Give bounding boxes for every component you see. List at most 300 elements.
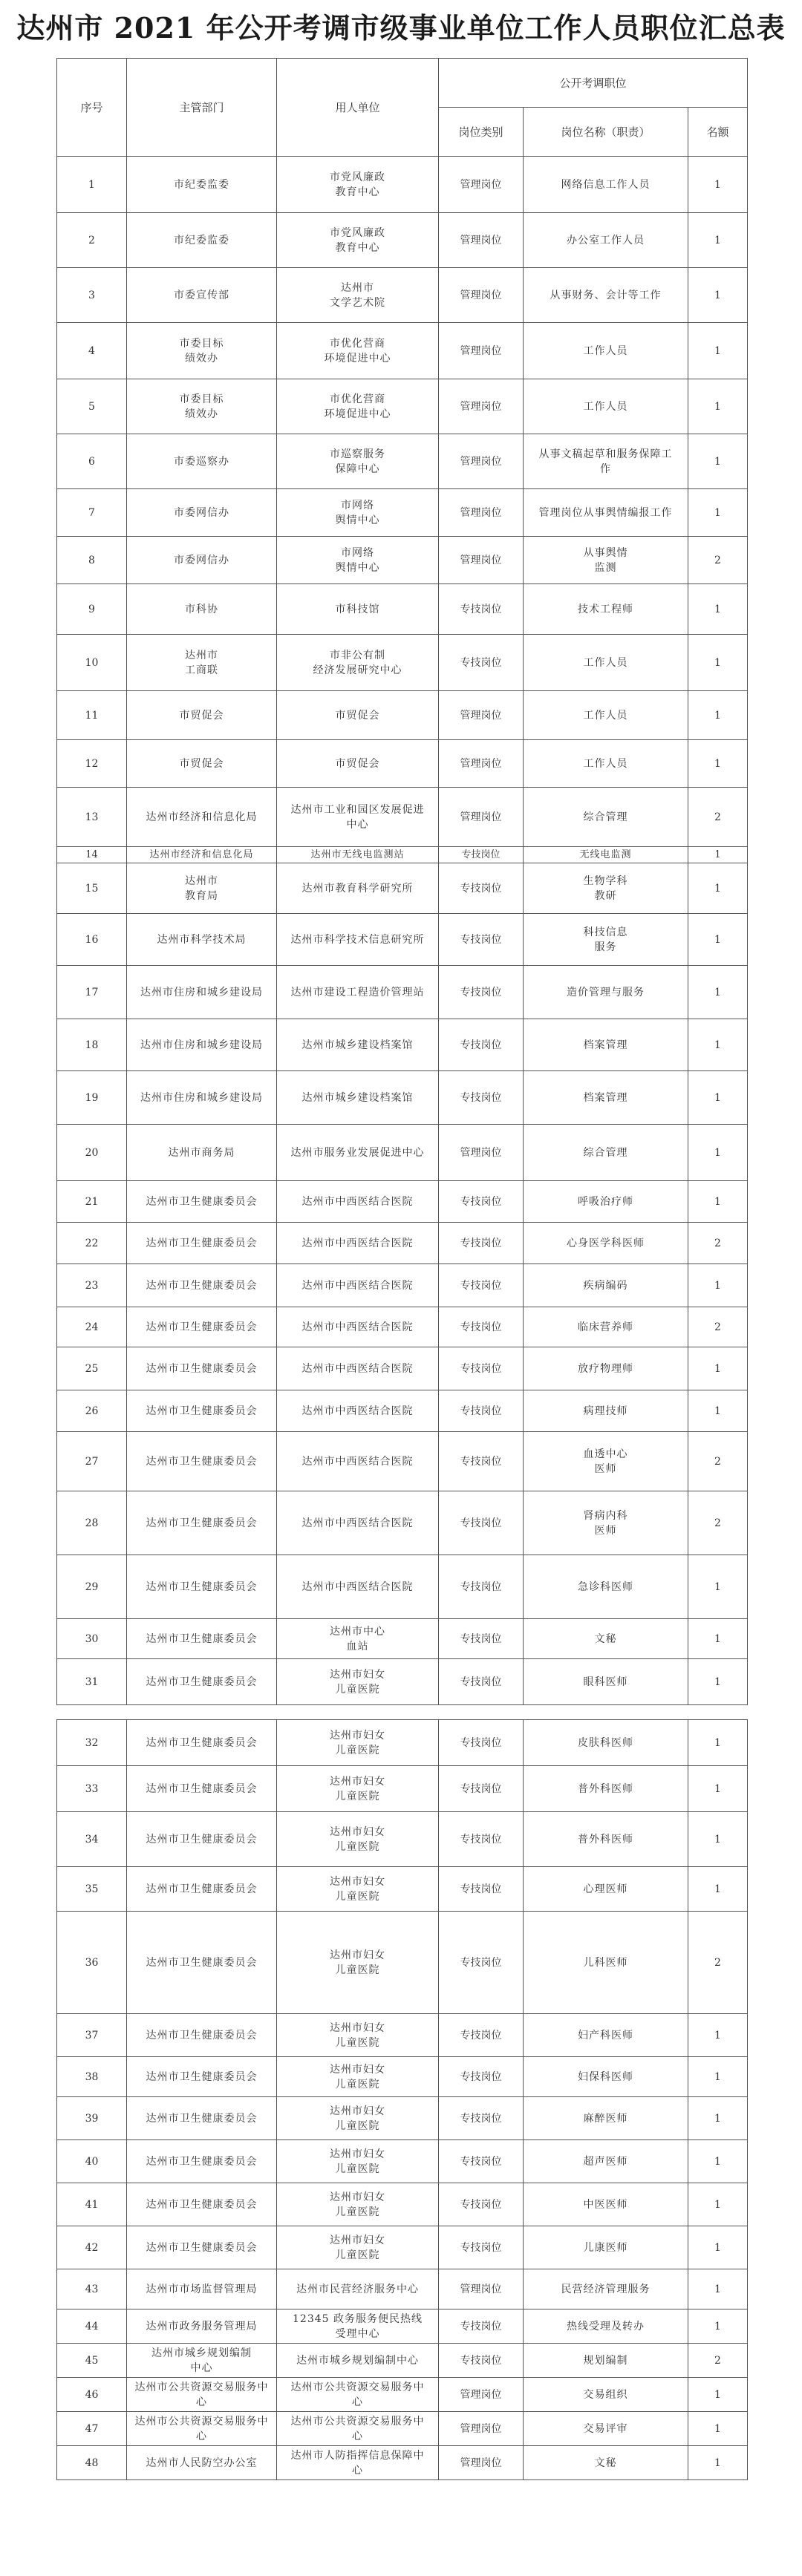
table-row <box>57 1390 748 1432</box>
cell-name: 儿康医师 <box>524 2226 688 2269</box>
cell-num: 1 <box>688 691 748 740</box>
cell-dept: 市委宣传部 <box>127 268 277 323</box>
cell-num: 2 <box>688 1432 748 1491</box>
cell-dept: 达州市卫生健康委员会 <box>127 1432 277 1491</box>
cell-no: 38 <box>57 2057 127 2097</box>
table-row <box>57 2097 748 2140</box>
cell-cat: 管理岗位 <box>439 379 524 434</box>
cell-num: 1 <box>688 323 748 379</box>
cell-dept: 达州市经济和信息化局 <box>127 788 277 847</box>
cell-num: 1 <box>688 2183 748 2226</box>
cell-dept: 达州市卫生健康委员会 <box>127 1912 277 2014</box>
cell-dept: 达州市卫生健康委员会 <box>127 2226 277 2269</box>
cell-name: 普外科医师 <box>524 1812 688 1867</box>
cell-unit: 达州市工业和园区发展促进中心 <box>277 788 439 847</box>
cell-unit: 市党风廉政 教育中心 <box>277 213 439 268</box>
cell-unit: 达州市中西医结合医院 <box>277 1432 439 1491</box>
cell-unit: 达州市人防指挥信息保障中心 <box>277 2446 439 2480</box>
table-row <box>57 157 748 213</box>
cell-num: 1 <box>688 1181 748 1223</box>
cell-cat: 专技岗位 <box>439 584 524 635</box>
cell-dept: 市贸促会 <box>127 740 277 788</box>
cell-name: 综合管理 <box>524 788 688 847</box>
cell-cat: 管理岗位 <box>439 740 524 788</box>
table-row <box>57 863 748 914</box>
cell-name: 交易组织 <box>524 2378 688 2412</box>
cell-name: 生物学科 教研 <box>524 863 688 914</box>
cell-cat: 管理岗位 <box>439 268 524 323</box>
cell-cat: 专技岗位 <box>439 966 524 1019</box>
cell-dept: 市委巡察办 <box>127 434 277 489</box>
cell-num: 1 <box>688 2226 748 2269</box>
cell-num: 1 <box>688 1766 748 1812</box>
table-row <box>57 537 748 584</box>
cell-name: 工作人员 <box>524 323 688 379</box>
cell-name: 科技信息 服务 <box>524 914 688 966</box>
cell-name: 无线电监测 <box>524 847 688 863</box>
cell-unit: 达州市妇女 儿童医院 <box>277 1659 439 1705</box>
cell-unit: 达州市妇女 儿童医院 <box>277 2226 439 2269</box>
cell-dept: 达州市住房和城乡建设局 <box>127 966 277 1019</box>
cell-cat: 专技岗位 <box>439 2097 524 2140</box>
cell-name: 文秘 <box>524 1619 688 1659</box>
cell-cat: 专技岗位 <box>439 1390 524 1432</box>
cell-name: 血透中心 医师 <box>524 1432 688 1491</box>
cell-name: 儿科医师 <box>524 1912 688 2014</box>
cell-no: 44 <box>57 2309 127 2344</box>
cell-num: 1 <box>688 863 748 914</box>
cell-num: 1 <box>688 2269 748 2309</box>
cell-unit: 达州市妇女 儿童医院 <box>277 2140 439 2183</box>
cell-no: 28 <box>57 1491 127 1555</box>
cell-name: 心身医学科医师 <box>524 1223 688 1264</box>
cell-cat: 管理岗位 <box>439 323 524 379</box>
cell-num: 1 <box>688 2097 748 2140</box>
cell-no: 43 <box>57 2269 127 2309</box>
table-row <box>57 2140 748 2183</box>
table-row <box>57 1432 748 1491</box>
cell-name: 办公室工作人员 <box>524 213 688 268</box>
cell-num: 1 <box>688 635 748 691</box>
cell-dept: 达州市市场监督管理局 <box>127 2269 277 2309</box>
cell-no: 15 <box>57 863 127 914</box>
table-row <box>57 2269 748 2309</box>
cell-name: 热线受理及转办 <box>524 2309 688 2344</box>
table-row <box>57 2226 748 2269</box>
cell-cat: 专技岗位 <box>439 1812 524 1867</box>
cell-name: 皮肤科医师 <box>524 1720 688 1766</box>
cell-name: 妇保科医师 <box>524 2057 688 2097</box>
header-unit: 用人单位 <box>277 59 439 157</box>
cell-unit: 达州市中心 血站 <box>277 1619 439 1659</box>
page-title: 达州市 2021 年公开考调市级事业单位工作人员职位汇总表 <box>16 11 786 45</box>
cell-cat: 专技岗位 <box>439 1432 524 1491</box>
cell-name: 从事舆情 监测 <box>524 537 688 584</box>
cell-dept: 达州市公共资源交易服务中心 <box>127 2378 277 2412</box>
cell-no: 26 <box>57 1390 127 1432</box>
cell-dept: 达州市住房和城乡建设局 <box>127 1071 277 1125</box>
cell-no: 34 <box>57 1812 127 1867</box>
cell-cat: 专技岗位 <box>439 1347 524 1390</box>
table-row <box>57 2412 748 2446</box>
cell-cat: 专技岗位 <box>439 863 524 914</box>
cell-dept: 达州市卫生健康委员会 <box>127 1307 277 1347</box>
cell-unit: 市科技馆 <box>277 584 439 635</box>
cell-cat: 管理岗位 <box>439 537 524 584</box>
table-row <box>57 1181 748 1223</box>
table-row <box>57 1307 748 1347</box>
cell-no: 16 <box>57 914 127 966</box>
table-row <box>57 966 748 1019</box>
cell-dept: 市委目标 绩效办 <box>127 379 277 434</box>
table-row <box>57 788 748 847</box>
table-row <box>57 489 748 537</box>
cell-unit: 达州市服务业发展促进中心 <box>277 1125 439 1181</box>
cell-unit: 市贸促会 <box>277 691 439 740</box>
cell-name: 档案管理 <box>524 1071 688 1125</box>
header-group: 公开考调职位 <box>439 59 748 108</box>
table-row <box>57 2446 748 2480</box>
table-row <box>57 691 748 740</box>
cell-dept: 达州市人民防空办公室 <box>127 2446 277 2480</box>
header-cat: 岗位类别 <box>439 108 524 157</box>
cell-no: 41 <box>57 2183 127 2226</box>
cell-unit: 达州市妇女 儿童医院 <box>277 1812 439 1867</box>
cell-cat: 专技岗位 <box>439 1766 524 1812</box>
cell-cat: 专技岗位 <box>439 1491 524 1555</box>
cell-unit: 达州市公共资源交易服务中心 <box>277 2412 439 2446</box>
cell-num: 1 <box>688 379 748 434</box>
cell-dept: 达州市卫生健康委员会 <box>127 1264 277 1307</box>
cell-no: 11 <box>57 691 127 740</box>
cell-cat: 专技岗位 <box>439 2140 524 2183</box>
cell-unit: 达州市妇女 儿童医院 <box>277 2014 439 2057</box>
cell-unit: 达州市妇女 儿童医院 <box>277 2057 439 2097</box>
cell-num: 1 <box>688 213 748 268</box>
cell-unit: 达州市城乡规划编制中心 <box>277 2344 439 2378</box>
cell-dept: 达州市城乡规划编制 中心 <box>127 2344 277 2378</box>
cell-no: 47 <box>57 2412 127 2446</box>
cell-name: 普外科医师 <box>524 1766 688 1812</box>
cell-name: 急诊科医师 <box>524 1555 688 1619</box>
cell-dept: 达州市卫生健康委员会 <box>127 2014 277 2057</box>
table-row <box>57 1619 748 1659</box>
cell-no: 8 <box>57 537 127 584</box>
cell-unit: 达州市妇女 儿童医院 <box>277 2097 439 2140</box>
cell-dept: 市委目标 绩效办 <box>127 323 277 379</box>
cell-unit: 达州市妇女 儿童医院 <box>277 1912 439 2014</box>
cell-no: 35 <box>57 1867 127 1912</box>
cell-num: 1 <box>688 1347 748 1390</box>
table-row <box>57 1555 748 1619</box>
cell-no: 4 <box>57 323 127 379</box>
cell-cat: 管理岗位 <box>439 157 524 213</box>
header-num: 名额 <box>688 108 748 157</box>
cell-name: 综合管理 <box>524 1125 688 1181</box>
cell-name: 心理医师 <box>524 1867 688 1912</box>
cell-cat: 专技岗位 <box>439 1264 524 1307</box>
cell-unit: 达州市中西医结合医院 <box>277 1264 439 1307</box>
table-row <box>57 1347 748 1390</box>
table-row <box>57 1867 748 1912</box>
cell-unit: 市非公有制 经济发展研究中心 <box>277 635 439 691</box>
cell-name: 管理岗位从事舆情编报工作 <box>524 489 688 537</box>
cell-dept: 达州市卫生健康委员会 <box>127 1619 277 1659</box>
table-row <box>57 1491 748 1555</box>
table-row <box>57 2378 748 2412</box>
cell-no: 18 <box>57 1019 127 1071</box>
cell-dept: 达州市卫生健康委员会 <box>127 1491 277 1555</box>
cell-num: 1 <box>688 847 748 863</box>
cell-cat: 管理岗位 <box>439 213 524 268</box>
header-name: 岗位名称（职责） <box>524 108 688 157</box>
cell-dept: 达州市卫生健康委员会 <box>127 1555 277 1619</box>
cell-cat: 专技岗位 <box>439 847 524 863</box>
cell-name: 疾病编码 <box>524 1264 688 1307</box>
cell-cat: 专技岗位 <box>439 1720 524 1766</box>
cell-no: 22 <box>57 1223 127 1264</box>
cell-num: 1 <box>688 914 748 966</box>
cell-num: 1 <box>688 1071 748 1125</box>
cell-unit: 达州市中西医结合医院 <box>277 1223 439 1264</box>
cell-no: 5 <box>57 379 127 434</box>
cell-dept: 达州市卫生健康委员会 <box>127 2140 277 2183</box>
cell-unit: 市优化营商 环境促进中心 <box>277 379 439 434</box>
cell-no: 12 <box>57 740 127 788</box>
cell-unit: 市网络 舆情中心 <box>277 537 439 584</box>
cell-cat: 专技岗位 <box>439 1912 524 2014</box>
cell-no: 45 <box>57 2344 127 2378</box>
table-row <box>57 847 748 863</box>
cell-num: 2 <box>688 2344 748 2378</box>
table-row <box>57 1019 748 1071</box>
cell-no: 37 <box>57 2014 127 2057</box>
cell-dept: 达州市卫生健康委员会 <box>127 1223 277 1264</box>
table-row <box>57 914 748 966</box>
cell-dept: 达州市经济和信息化局 <box>127 847 277 863</box>
cell-no: 40 <box>57 2140 127 2183</box>
cell-dept: 市委网信办 <box>127 537 277 584</box>
cell-no: 14 <box>57 847 127 863</box>
cell-cat: 管理岗位 <box>439 489 524 537</box>
cell-dept: 达州市卫生健康委员会 <box>127 2057 277 2097</box>
table-row <box>57 1071 748 1125</box>
cell-num: 1 <box>688 489 748 537</box>
cell-cat: 管理岗位 <box>439 2378 524 2412</box>
cell-dept: 达州市 教育局 <box>127 863 277 914</box>
cell-no: 25 <box>57 1347 127 1390</box>
cell-no: 13 <box>57 788 127 847</box>
header-no: 序号 <box>57 59 127 157</box>
table-row <box>57 584 748 635</box>
cell-no: 30 <box>57 1619 127 1659</box>
cell-no: 36 <box>57 1912 127 2014</box>
cell-no: 20 <box>57 1125 127 1181</box>
table-row <box>57 1264 748 1307</box>
cell-no: 9 <box>57 584 127 635</box>
cell-no: 23 <box>57 1264 127 1307</box>
cell-num: 1 <box>688 268 748 323</box>
cell-num: 1 <box>688 1555 748 1619</box>
cell-unit: 达州市中西医结合医院 <box>277 1491 439 1555</box>
cell-num: 1 <box>688 2412 748 2446</box>
cell-unit: 市优化营商 环境促进中心 <box>277 323 439 379</box>
cell-num: 1 <box>688 157 748 213</box>
cell-unit: 达州市妇女 儿童医院 <box>277 1867 439 1912</box>
table-row <box>57 434 748 489</box>
cell-name: 工作人员 <box>524 740 688 788</box>
cell-cat: 专技岗位 <box>439 2183 524 2226</box>
cell-num: 1 <box>688 1619 748 1659</box>
cell-cat: 专技岗位 <box>439 1223 524 1264</box>
cell-cat: 专技岗位 <box>439 1307 524 1347</box>
cell-num: 1 <box>688 2309 748 2344</box>
cell-num: 1 <box>688 1125 748 1181</box>
cell-dept: 达州市卫生健康委员会 <box>127 2183 277 2226</box>
cell-num: 2 <box>688 1912 748 2014</box>
table-row <box>57 2183 748 2226</box>
cell-name: 肾病内科 医师 <box>524 1491 688 1555</box>
cell-cat: 管理岗位 <box>439 2412 524 2446</box>
table-row <box>57 2344 748 2378</box>
cell-num: 1 <box>688 584 748 635</box>
cell-name: 工作人员 <box>524 691 688 740</box>
cell-cat: 专技岗位 <box>439 1071 524 1125</box>
table-row <box>57 213 748 268</box>
cell-num: 2 <box>688 1307 748 1347</box>
cell-no: 31 <box>57 1659 127 1705</box>
cell-cat: 专技岗位 <box>439 1619 524 1659</box>
cell-num: 1 <box>688 740 748 788</box>
cell-dept: 达州市科学技术局 <box>127 914 277 966</box>
cell-name: 档案管理 <box>524 1019 688 1071</box>
table-row <box>57 1659 748 1705</box>
cell-unit: 达州市城乡建设档案馆 <box>277 1019 439 1071</box>
cell-num: 1 <box>688 2014 748 2057</box>
table-row <box>57 1720 748 1766</box>
cell-name: 工作人员 <box>524 379 688 434</box>
cell-name: 中医医师 <box>524 2183 688 2226</box>
cell-cat: 专技岗位 <box>439 1181 524 1223</box>
cell-name: 妇产科医师 <box>524 2014 688 2057</box>
cell-dept: 达州市卫生健康委员会 <box>127 2097 277 2140</box>
cell-name: 民营经济管理服务 <box>524 2269 688 2309</box>
cell-no: 46 <box>57 2378 127 2412</box>
cell-cat: 管理岗位 <box>439 691 524 740</box>
cell-num: 2 <box>688 1223 748 1264</box>
cell-unit: 达州市妇女 儿童医院 <box>277 2183 439 2226</box>
cell-dept: 市贸促会 <box>127 691 277 740</box>
cell-cat: 专技岗位 <box>439 635 524 691</box>
cell-name: 放疗物理师 <box>524 1347 688 1390</box>
table-body-page-2 <box>57 1720 748 2480</box>
cell-dept: 市纪委监委 <box>127 157 277 213</box>
cell-cat: 专技岗位 <box>439 2226 524 2269</box>
cell-num: 1 <box>688 2057 748 2097</box>
cell-no: 17 <box>57 966 127 1019</box>
cell-num: 2 <box>688 788 748 847</box>
table-row <box>57 379 748 434</box>
cell-name: 工作人员 <box>524 635 688 691</box>
cell-dept: 市纪委监委 <box>127 213 277 268</box>
cell-cat: 专技岗位 <box>439 1555 524 1619</box>
cell-cat: 管理岗位 <box>439 1125 524 1181</box>
cell-dept: 达州市卫生健康委员会 <box>127 1720 277 1766</box>
cell-name: 技术工程师 <box>524 584 688 635</box>
cell-no: 7 <box>57 489 127 537</box>
cell-no: 42 <box>57 2226 127 2269</box>
cell-no: 29 <box>57 1555 127 1619</box>
cell-num: 1 <box>688 1867 748 1912</box>
table-row <box>57 2057 748 2097</box>
cell-cat: 管理岗位 <box>439 2269 524 2309</box>
cell-unit: 市党风廉政 教育中心 <box>277 157 439 213</box>
cell-unit: 达州市民营经济服务中心 <box>277 2269 439 2309</box>
positions-table-continued <box>56 1719 748 2480</box>
table-row <box>57 1766 748 1812</box>
cell-name: 交易评审 <box>524 2412 688 2446</box>
cell-unit: 达州市公共资源交易服务中心 <box>277 2378 439 2412</box>
cell-unit: 达州市教育科学研究所 <box>277 863 439 914</box>
cell-num: 1 <box>688 1659 748 1705</box>
cell-unit: 12345 政务服务便民热线受理中心 <box>277 2309 439 2344</box>
table-row <box>57 740 748 788</box>
cell-dept: 达州市卫生健康委员会 <box>127 1659 277 1705</box>
cell-unit: 达州市建设工程造价管理站 <box>277 966 439 1019</box>
cell-unit: 达州市 文学艺术院 <box>277 268 439 323</box>
cell-no: 39 <box>57 2097 127 2140</box>
cell-num: 1 <box>688 1720 748 1766</box>
cell-dept: 达州市政务服务管理局 <box>127 2309 277 2344</box>
cell-unit: 达州市科学技术信息研究所 <box>277 914 439 966</box>
cell-no: 1 <box>57 157 127 213</box>
cell-unit: 达州市中西医结合医院 <box>277 1307 439 1347</box>
cell-unit: 达州市中西医结合医院 <box>277 1181 439 1223</box>
cell-name: 从事文稿起草和服务保障工作 <box>524 434 688 489</box>
cell-num: 1 <box>688 2378 748 2412</box>
cell-dept: 达州市公共资源交易服务中心 <box>127 2412 277 2446</box>
cell-name: 临床营养师 <box>524 1307 688 1347</box>
cell-unit: 达州市妇女 儿童医院 <box>277 1720 439 1766</box>
cell-cat: 专技岗位 <box>439 2309 524 2344</box>
cell-no: 33 <box>57 1766 127 1812</box>
cell-no: 32 <box>57 1720 127 1766</box>
cell-dept: 达州市卫生健康委员会 <box>127 1766 277 1812</box>
cell-name: 呼吸治疗师 <box>524 1181 688 1223</box>
positions-table <box>56 58 748 1705</box>
cell-cat: 管理岗位 <box>439 434 524 489</box>
cell-name: 造价管理与服务 <box>524 966 688 1019</box>
cell-unit: 市贸促会 <box>277 740 439 788</box>
cell-dept: 市委网信办 <box>127 489 277 537</box>
cell-num: 1 <box>688 966 748 1019</box>
cell-no: 3 <box>57 268 127 323</box>
cell-name: 从事财务、会计等工作 <box>524 268 688 323</box>
cell-num: 1 <box>688 2140 748 2183</box>
cell-name: 规划编制 <box>524 2344 688 2378</box>
cell-no: 10 <box>57 635 127 691</box>
cell-dept: 市科协 <box>127 584 277 635</box>
cell-unit: 达州市城乡建设档案馆 <box>277 1071 439 1125</box>
table-row <box>57 635 748 691</box>
cell-name: 网络信息工作人员 <box>524 157 688 213</box>
cell-unit: 达州市中西医结合医院 <box>277 1347 439 1390</box>
cell-cat: 管理岗位 <box>439 788 524 847</box>
cell-dept: 达州市卫生健康委员会 <box>127 1390 277 1432</box>
table-row <box>57 1812 748 1867</box>
cell-dept: 达州市住房和城乡建设局 <box>127 1019 277 1071</box>
cell-cat: 专技岗位 <box>439 914 524 966</box>
